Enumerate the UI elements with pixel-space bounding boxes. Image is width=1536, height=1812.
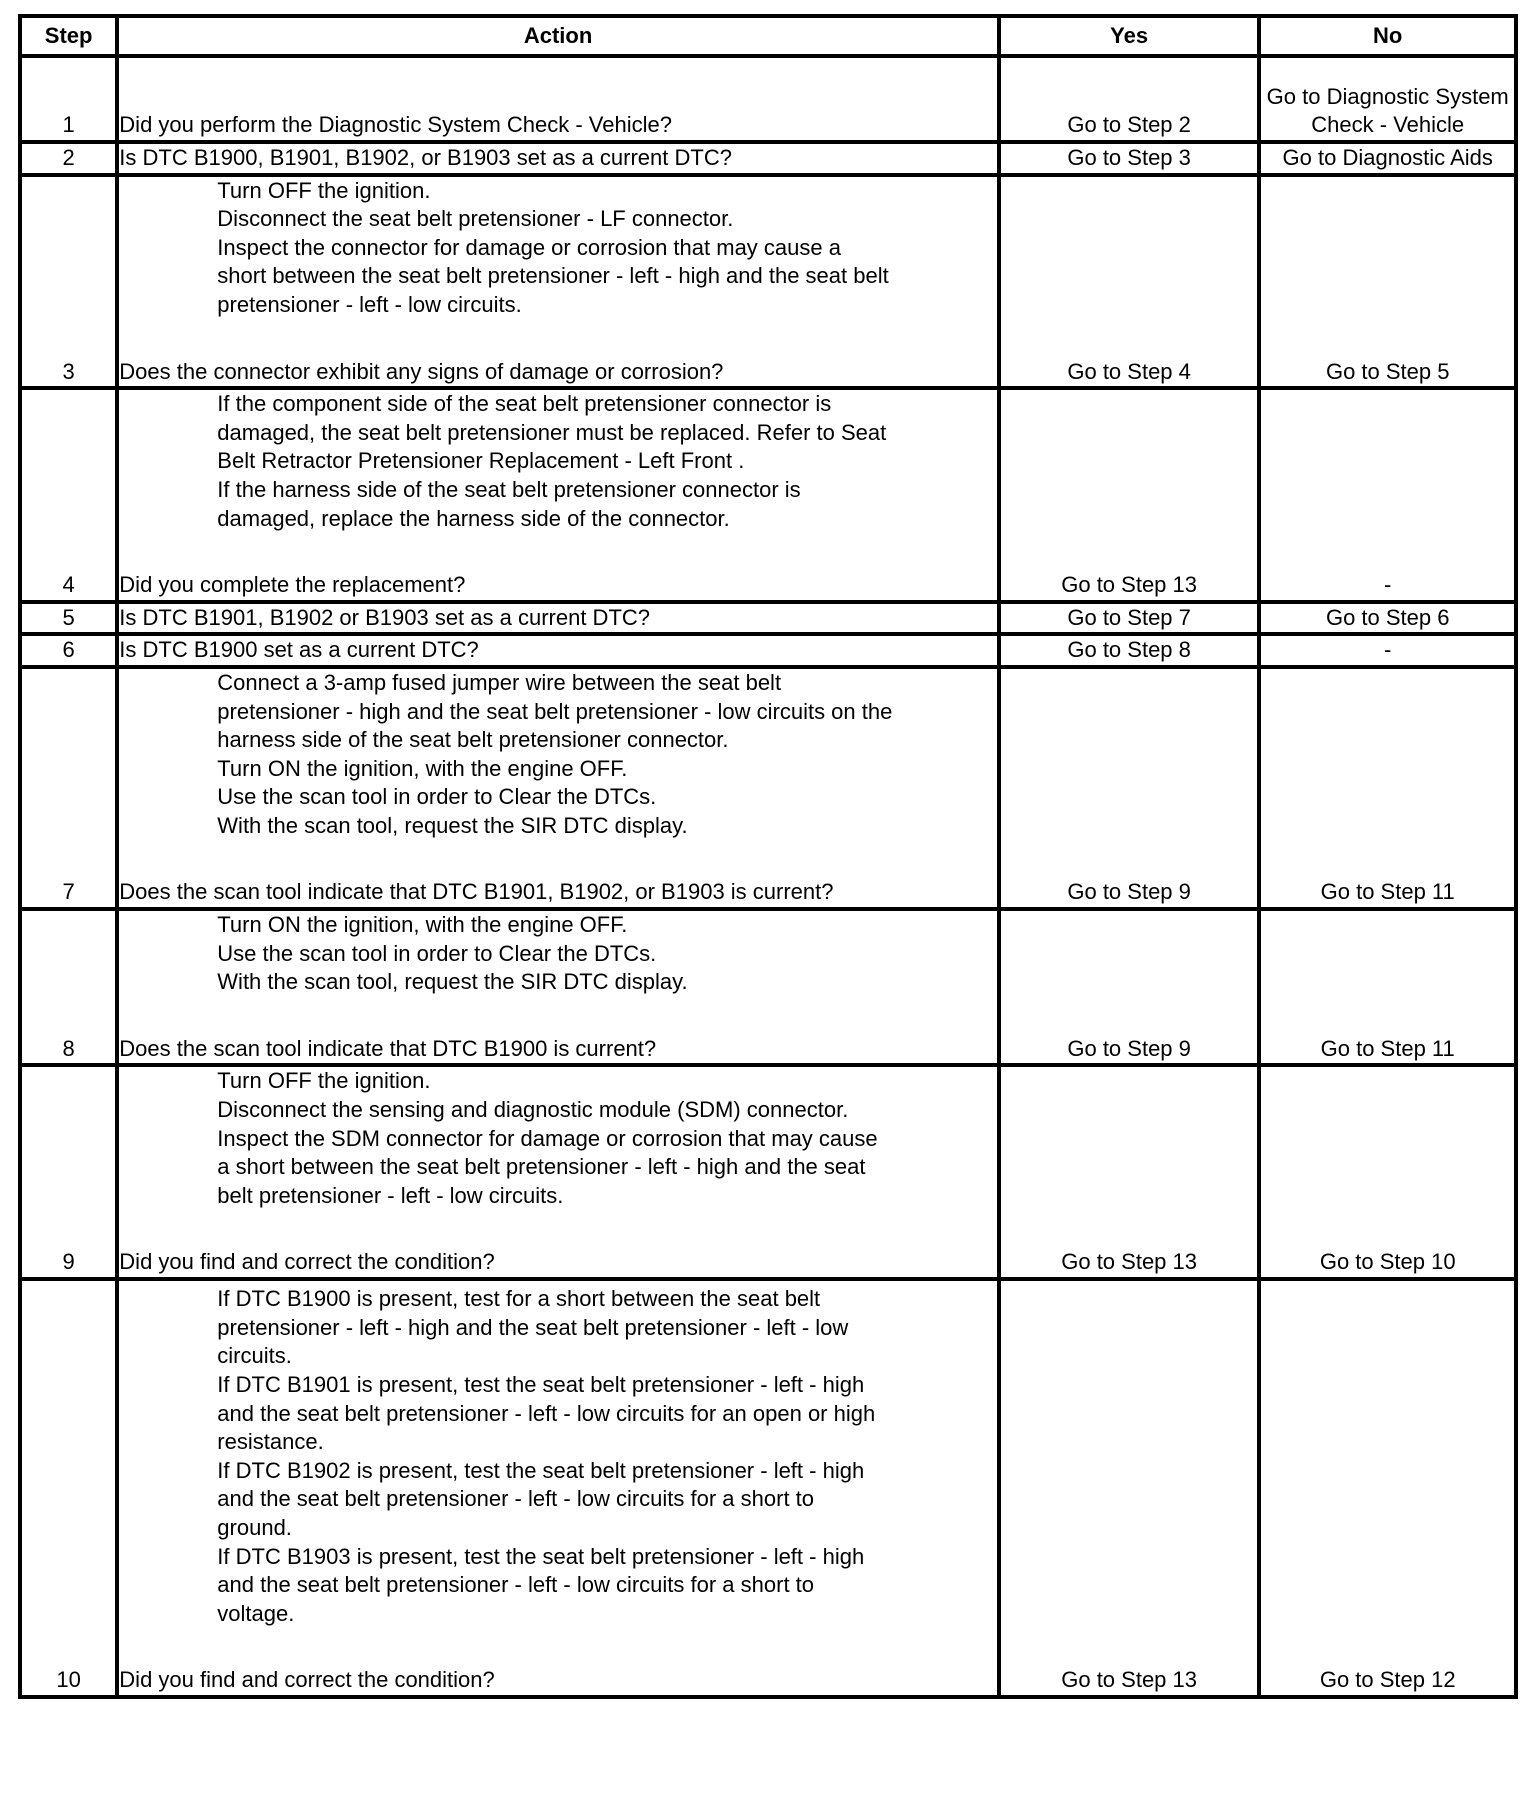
no-action: Go to Step 11 xyxy=(1261,911,1514,1067)
yes-action: Go to Step 13 xyxy=(1001,1067,1262,1281)
instruction-line: Disconnect the seat belt pretensioner - LF connector. xyxy=(217,206,734,232)
action-question: Does the scan tool indicate that DTC B1900 is current? xyxy=(119,1035,657,1061)
table-row xyxy=(22,177,1514,391)
action-instructions xyxy=(119,177,997,320)
instruction-line: Turn ON the ignition, with the engine OFF. xyxy=(217,755,628,781)
no-action: - xyxy=(1261,390,1514,604)
instruction-line: Use the scan tool in order to Clear the DTCs. xyxy=(217,940,657,966)
instruction-line: pretensioner - left - low circuits. xyxy=(217,291,522,317)
no-action: Go to Step 5 xyxy=(1261,177,1514,391)
instruction-line: Turn ON the ignition, with the engine OFF. xyxy=(217,912,628,938)
action-question: Does the scan tool indicate that DTC B1901, B1902, or B1903 is current? xyxy=(119,879,834,905)
header-row xyxy=(22,18,1514,58)
action-cell xyxy=(119,911,1001,1067)
action-cell xyxy=(119,1281,1001,1695)
header-action: Action xyxy=(119,18,1001,58)
no-action: Go to Step 11 xyxy=(1261,669,1514,911)
no-action: Go to Step 12 xyxy=(1319,1667,1456,1693)
action-question: Did you find and correct the condition? xyxy=(119,1667,495,1693)
action-cell xyxy=(119,390,1001,604)
action-instructions xyxy=(119,1067,997,1210)
action-question: Did you complete the replacement? xyxy=(119,572,466,598)
yes-action: Go to Step 4 xyxy=(1001,177,1262,391)
step-number: 9 xyxy=(22,1067,119,1281)
instruction-line: damaged, replace the harness side of the connector. xyxy=(217,505,730,531)
instruction-line: If DTC B1901 is present, test the seat belt pretensioner - left - high xyxy=(217,1372,865,1398)
step-number: 8 xyxy=(22,911,119,1067)
instruction-line: a short between the seat belt pretensioner - left - high and the seat xyxy=(217,1154,866,1180)
instruction-line: Disconnect the sensing and diagnostic module (SDM) connector. xyxy=(217,1097,849,1123)
instruction-line: short between the seat belt pretensioner - left - high and the seat belt xyxy=(217,263,889,289)
instruction-line: Use the scan tool in order to Clear the DTCs. xyxy=(217,784,657,810)
instruction-line: and the seat belt pretensioner - left - low circuits for a short to xyxy=(217,1572,815,1598)
instruction-line: Inspect the connector for damage or corrosion that may cause a xyxy=(217,234,841,260)
instruction-line: If DTC B1903 is present, test the seat belt pretensioner - left - high xyxy=(217,1543,865,1569)
table-row xyxy=(22,58,1514,144)
no-action: Go to Diagnostic System Check - Vehicle xyxy=(1261,58,1514,144)
action-question: Did you perform the Diagnostic System Check - Vehicle? xyxy=(119,58,1001,144)
header-yes: Yes xyxy=(1001,18,1262,58)
instruction-line: pretensioner - left - high and the seat belt pretensioner - left - low xyxy=(217,1314,849,1340)
yes-action: Go to Step 13 xyxy=(1001,390,1262,604)
yes-action: Go to Step 8 xyxy=(1001,636,1262,669)
instruction-line: Connect a 3-amp fused jumper wire between the seat belt xyxy=(217,669,782,695)
instruction-line: belt pretensioner - left - low circuits. xyxy=(217,1182,564,1208)
instruction-line: If DTC B1902 is present, test the seat belt pretensioner - left - high xyxy=(217,1457,865,1483)
no-action: Go to Step 6 xyxy=(1261,604,1514,637)
instruction-line: If the component side of the seat belt pretensioner connector is xyxy=(217,391,832,417)
table-row xyxy=(22,636,1514,669)
instruction-line: If the harness side of the seat belt pretensioner connector is xyxy=(217,476,801,502)
action-question: Does the connector exhibit any signs of damage or corrosion? xyxy=(119,358,724,384)
action-cell xyxy=(119,1067,1001,1281)
table-row xyxy=(22,604,1514,637)
yes-action: Go to Step 13 xyxy=(1001,1281,1262,1695)
no-action: Go to Diagnostic Aids xyxy=(1261,144,1514,177)
table-row xyxy=(22,911,1514,1067)
instruction-line: With the scan tool, request the SIR DTC display. xyxy=(217,969,688,995)
action-question: Is DTC B1901, B1902 or B1903 set as a current DTC? xyxy=(119,604,1001,637)
table-row xyxy=(22,144,1514,177)
table-row xyxy=(22,1281,1514,1695)
instruction-line: ground. xyxy=(217,1515,292,1541)
instruction-line: Belt Retractor Pretensioner Replacement - Left Front . xyxy=(217,448,745,474)
yes-action: Go to Step 9 xyxy=(1001,669,1262,911)
header-no: No xyxy=(1261,18,1514,58)
instruction-line: harness side of the seat belt pretensioner connector. xyxy=(217,727,729,753)
table-row xyxy=(22,1067,1514,1281)
yes-action: Go to Step 2 xyxy=(1001,58,1262,144)
step-number: 5 xyxy=(22,604,119,637)
instruction-line: circuits. xyxy=(217,1343,292,1369)
yes-action: Go to Step 7 xyxy=(1001,604,1262,637)
no-action: - xyxy=(1261,636,1514,669)
instruction-line: resistance. xyxy=(217,1429,324,1455)
instruction-line: voltage. xyxy=(217,1600,295,1626)
action-instructions xyxy=(119,1285,997,1628)
step-number: 4 xyxy=(22,390,119,604)
step-number: 6 xyxy=(22,636,119,669)
diagnostic-table xyxy=(18,14,1518,1699)
action-cell xyxy=(119,669,1001,911)
action-instructions xyxy=(119,911,997,997)
instruction-line: damaged, the seat belt pretensioner must be replaced. Refer to Seat xyxy=(217,419,887,445)
yes-action: Go to Step 3 xyxy=(1001,144,1262,177)
action-instructions xyxy=(119,669,997,841)
instruction-line: Turn OFF the ignition. xyxy=(217,177,431,203)
header-step: Step xyxy=(22,18,119,58)
step-number: 1 xyxy=(22,58,119,144)
action-question: Is DTC B1900 set as a current DTC? xyxy=(119,636,1001,669)
instruction-line: pretensioner - high and the seat belt pretensioner - low circuits on the xyxy=(217,698,893,724)
action-question: Did you find and correct the condition? xyxy=(119,1249,495,1275)
step-number: 2 xyxy=(22,144,119,177)
instruction-line: Inspect the SDM connector for damage or corrosion that may cause xyxy=(217,1125,878,1151)
step-number: 7 xyxy=(22,669,119,911)
action-cell xyxy=(119,177,1001,391)
table-row xyxy=(22,669,1514,911)
instruction-line: and the seat belt pretensioner - left - low circuits for a short to xyxy=(217,1486,815,1512)
table-row xyxy=(22,390,1514,604)
no-action: Go to Step 10 xyxy=(1261,1067,1514,1281)
instruction-line: Turn OFF the ignition. xyxy=(217,1068,431,1094)
instruction-line: With the scan tool, request the SIR DTC display. xyxy=(217,812,688,838)
action-instructions xyxy=(119,390,997,533)
yes-action: Go to Step 9 xyxy=(1001,911,1262,1067)
step-number: 10 xyxy=(22,1281,119,1695)
instruction-line: and the seat belt pretensioner - left - low circuits for an open or high xyxy=(217,1400,876,1426)
instruction-line: If DTC B1900 is present, test for a short between the seat belt xyxy=(217,1286,821,1312)
step-number: 3 xyxy=(22,177,119,391)
action-question: Is DTC B1900, B1901, B1902, or B1903 set as a current DTC? xyxy=(119,144,1001,177)
